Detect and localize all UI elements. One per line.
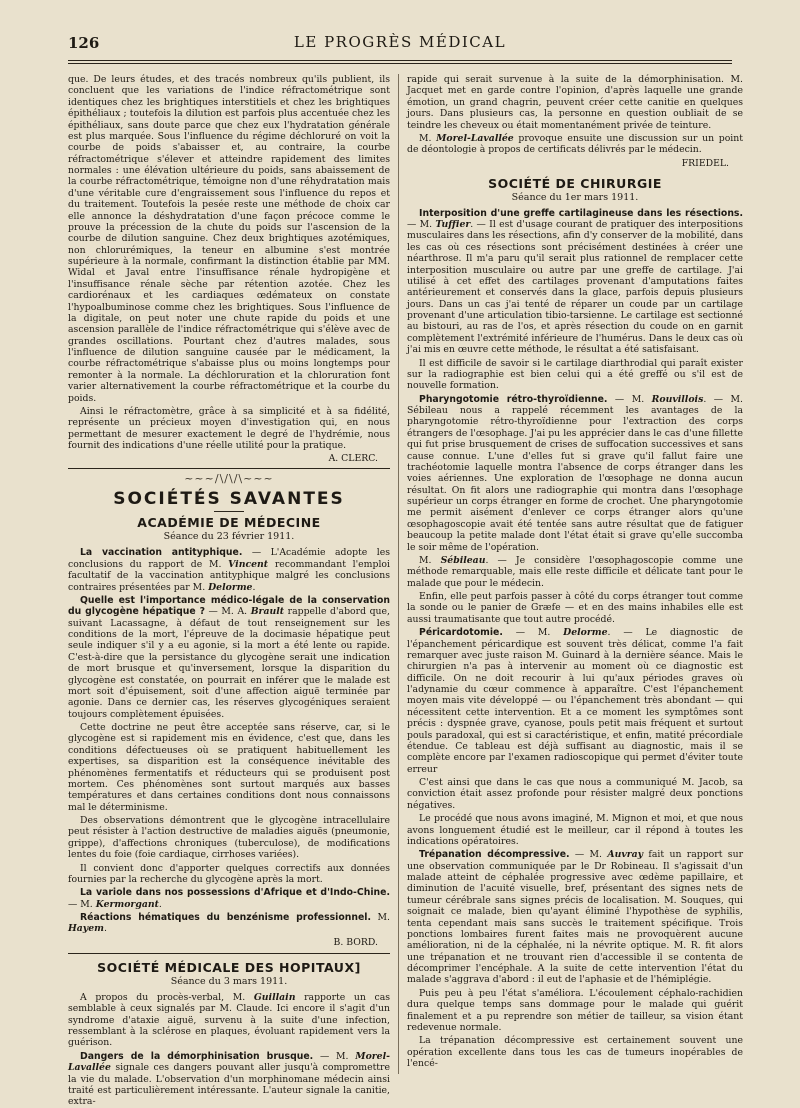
glycogene-paragraph-4: Il convient donc d'apporter quelques correctifs aux données fournies par la recherche du glycogène après la mort. <box>68 862 390 885</box>
reactions-title: Réactions hématiques du benzénisme professionnel. <box>80 912 371 924</box>
interposition-paragraph-2: Il est difficile de savoir si le cartilage diarthrodial qui paraît exister sur la radiographie est bien celui qui a été greffé ou s'il est de nouvelle formation. <box>407 357 743 392</box>
trepanation-item: Trépanation décompressive. — M. Auvray fait un rapport sur une observation communiquée par le Dr Robineau. Il s'agissait d'un malade atteint de céphalée progressive avec œdème papillaire, et diminution de l'acuité visuelle, bref, présentant des signes nets de tumeur cérébrale sans signes précis de localisation. M. Souques, qui soignait ce malade, bien qu'ayant éliminé l'hypothèse de syphilis, tenta cependant mais sans succès le traitement spécifique. Trois ponctions lombaires furent faites mais ne provoquèrent aucune amélioration, ni de la céphalée, ni la névrite optique. M. R. fit alors une trépanation et ne trouvant rien d'accessible il se contenta de décomprimer l'encéphale. A la suite de cette intervention l'état du malade s'aggrava d'abord : il eut de l'aphasie et de l'hémiplégie. <box>407 849 744 986</box>
ornament-divider: ~~~/\/\/\~~~ <box>184 472 274 486</box>
academie-session: Séance du 23 février 1911. <box>163 531 295 543</box>
column-divider <box>398 74 399 1074</box>
chirurgie-heading: SOCIÉTÉ DE CHIRURGIE <box>488 175 662 191</box>
variole-title: La variole dans nos possessions d'Afrique et d'Indo-Chine. <box>80 887 390 899</box>
section-rule <box>68 468 390 469</box>
glycogene-paragraph-3: Des observations démontrent que le glycogène intracellulaire peut résister à l'action destructive de maladies aiguës (pneumonie, grippe), d'affections chroniques (tuberculose), de modifications lentes du foie (foie cardiaque, cirrhoses variées). <box>68 815 390 861</box>
intro-paragraph: que. De leurs études, et des tracés nombreux qu'ils publient, ils concluent que les variations de l'indice réfractométrique sont identiques chez les brightiques interstitiels et chez les brightiques épithéliaux ; toutefois la dilution est parfois plus accentuée chez les épithéliaux, sans doute parce que chez eux l'hydratation générale est plus marquée. Sous l'influence du régime déchloruré on voit la courbe de poids s'abaisser et, au contraire, la courbe réfractométrique s'élever et atteindre rapidement des limites normales : une élévation ultérieure du poids, sans abaissement de la courbe réfractométrique, témoigne non d'une réhydratation mais d'une véritable cure d'engraissement sous l'influence du repos et du traitement. Toutefois la pesée reste une méthode de choix car elle annonce la déshydratation d'une façon précoce comme le prouve la précession de la chute du poids sur l'ascension de la courbe de dilution sanguine. Chez deux brightiques azotémiques, non chlorurémiques, la teneur en albumine s'est montrée supérieure à la normale, confirmant la distinction établie par MM. Widal et Javal entre l'insuffisance rénale hydropigène et l'insuffisance rénale sèche par rétention azotée. Chez les cardiorénaux et les cardiaques œdémateux on constate l'hypoalbuminose comme chez les brightiques. Sous l'influence de la digitale, on peut noter une chute rapide du poids et une ascension parallèle de l'indice réfractométrique qui s'élève avec de grandes oscillations. Pourtant chez d'autres malades, sous l'influence de dilution sanguine causée par le médicament, la courbe réfractométrique s'abaisse plus ou moins longtemps pour remonter à la normale. La déchloruration et la chloruration font varier alternativement la courbe réfractométrique et la courbe du poids. <box>68 74 390 404</box>
hopitaux-session: Séance du 3 mars 1911. <box>170 975 288 987</box>
sebileau-item: M. Sébileau. — Je considère l'œsophagoscopie comme une méthode remarquable, mais elle reste difficile et délicate tant pour le malade que pour le médecin. <box>407 554 743 589</box>
pharyngotomie-item: Pharyngotomie rétro-thyroïdienne. — M. Rouvillois. — M. Sébileau nous a rappelé récemment les avantages de la pharyngotomie rétro-thyroïdienne pour l'extraction des corps étrangers de l'œsophage. J'ai pu les apprécier dans le cas d'une fillette qui fut prise brusquement de crises de suffocation successives et sans cause connue. L'une d'elles fut si grave qu'il fallut faire une trachéotomie laquelle montra l'absence de corps étranger dans les voies aériennes. Une exploration de l'œsophage ne donna aucun résultat. On fit alors une radiographie qui montra dans l'œsophage supérieur un corps étranger en forme de crochet. Une pharyngotomie me permit aisément d'enlever ce corps étranger alors qu'une œsophagoscopie avait été tentée sans autre résultat que de fatiguer beaucoup la petite malade dont l'état était si grave qu'elle succomba le soir même de l'opération. <box>407 393 743 553</box>
glycogene-title: Quelle est l'importance médico-légale de la conservation du glycogène hépatique ? <box>68 594 390 618</box>
trepanation-paragraph-3: La trépanation décompressive est certainement souvent une opération excellente dans tous les cas de tumeurs inopérables de l'encé- <box>407 1035 743 1070</box>
right-column <box>407 74 743 1080</box>
vaccination-item: La vaccination antityphique. — L'Académie adopte les conclusions du rapport de M. Vincent recommandant l'emploi facultatif de la vaccination antityphique malgré les conclusions contraires présentées par M. Delorme. <box>68 547 390 593</box>
continuation-paragraph: rapide qui serait survenue à la suite de la démorphinisation. M. Jacquet met en garde contre l'opinion, d'après laquelle une grande émotion, un grand chagrin, peuvent créer cette canitie en quelques jours. Dans plusieurs cas, la personne en question oubliait de se teindre les cheveux ou était momentanément privée de teinture. <box>407 74 743 131</box>
signature-friedel: FRIEDEL. <box>681 157 729 169</box>
page-header <box>68 30 732 56</box>
morel-item: M. Morel-Lavallée provoque ensuite une discussion sur un point de déontologie à propos de certificats délivrés par le médecin. <box>407 132 743 156</box>
signature-clerc: A. CLERC. <box>328 453 378 465</box>
societes-savantes-heading: SOCIÉTÉS SAVANTES <box>113 489 345 510</box>
interposition-item: Interposition d'une greffe cartilagineuse dans les résections. — M. Tuffier. — Il est d'usage courant de pratiquer des interpositions musculaires dans les résections, afin d'y conserver de la mobilité, dans les cas où ces résections sont précisément destinées à créer une néarthrose. Il m'a paru qu'il serait plus rationnel de remplacer cette interposition musculaire ou autre par une greffe de cartilage. J'ai utilisé à cet effet des cartilages provenant d'amputations faites antérieurement et conservés dans la glace, parfois depuis plusieurs jours. Dans un cas j'ai tenté de réparer un coude par un cartilage provenant d'une articulation tibio-tarsienne. Le cartilage est sectionné au bistouri, au ras de l'os, et après résection du coude on en garnit complètement l'extrémité inférieure de l'humérus. Dans le deux cas où j'ai mis en œuvre cette méthode, le résultat a été satisfaisant. <box>407 207 743 356</box>
pericardotomie-paragraph-3: Le procédé que nous avons imaginé, M. Mignon et moi, et que nous avons longuement étudié est le meilleur, car il répond à toutes les indications opératoires. <box>407 813 743 847</box>
pericardotomie-paragraph-2: C'est ainsi que dans le cas que nous a communiqué M. Jacob, sa conviction était assez profonde pour résister malgré deux ponctions négatives. <box>407 777 743 811</box>
pharyngotomie-title: Pharyngotomie rétro-thyroïdienne. <box>419 393 608 405</box>
vaccination-title: La vaccination antityphique. <box>80 547 243 559</box>
header-rule-double <box>68 63 732 64</box>
signature-bord: B. BORD. <box>333 936 378 948</box>
academie-heading: ACADÉMIE DE MÉDECINE <box>137 515 321 531</box>
guillain-item: A propos du procès-verbal, M. Guillain rapporte un cas semblable à ceux signalés par M. Claude. Ici encore il s'agit d'un syndrome d'ataxie aiguë, survenu à la suite d'une infection, ressemblant à la sclérose en plaques, évoluant rapidement vers la guérison. <box>68 991 391 1049</box>
reactions-item: Réactions hématiques du benzénisme professionnel. M. Hayem. <box>68 912 390 935</box>
interposition-title: Interposition d'une greffe cartilagineuse dans les résections. <box>419 207 743 219</box>
conclusion-paragraph: Ainsi le réfractomètre, grâce à sa simplicité et à sa fidélité, représente un précieux moyen d'investigation qui, en nous permettant de mesurer exactement le degré de l'hydrémie, nous fournit des indications d'une réelle utilité pour la pratique. <box>68 405 390 451</box>
sebileau-paragraph-2: Enfin, elle peut parfois passer à côté du corps étranger tout comme la sonde ou le panier de Græfe — et en des mains inhabiles elle est aussi traumatisante que tout autre procédé. <box>407 591 743 625</box>
trepanation-paragraph-2: Puis peu à peu l'état s'améliora. L'écoulement céphalo-rachidien dura quelque temps sans dommage pour le malade qui guérit finalement et a pu reprendre son métier de tailleur, sa vision étant redevenue normale. <box>407 987 743 1033</box>
demorphinisation-item: Dangers de la démorphinisation brusque. — M. Morel-Lavallée signale ces dangers pouvant aller jusqu'à compromettre la vie du malade. L'observation d'un morphinomane médecin ainsi traité est particulièrement intéressante. L'auteur signale la canitie, extra- <box>68 1050 390 1108</box>
glycogene-paragraph-2: Cette doctrine ne peut être acceptée sans réserve, car, si le glycogène est si rapidement mis en évidence, c'est que, dans les conditions défectueuses où se pratiquent habituellement les expertises, sa disparition est la conséquence inévitable des phénomènes fermentatifs et réducteurs qui se produisent post mortem. Ces phénomènes sont surtout marqués aux basses températures et dans certaines conditions dont nous connaissons mal le déterminisme. <box>68 722 390 813</box>
trepanation-title: Trépanation décompressive. <box>419 849 570 861</box>
hopitaux-heading: SOCIÉTÉ MÉDICALE DES HOPITAUX] <box>97 959 361 975</box>
journal-title: LE PROGRÈS MÉDICAL <box>293 33 507 51</box>
pericardotomie-item: Péricardotomie. — M. Delorme. — Le diagnostic de l'épanchement péricardique est souvent très délicat, comme l'a fait remarquer avec juste raison M. Guinard à la dernière séance. Mais le chirurgien n'a pas à intervenir au moment où ce diagnostic est difficile. On ne doit recourir à lui qu'aux périodes graves où l'adynamie du cœur commence à apparaître. C'est l'épanchement moyen mais vite développé — ou l'épanchement très abondant — qui nécessitent cette intervention. Et a ce moment les symptômes sont précis : dyspnée grave, cyanose, pouls petit mais fréquent et surtout pouls paradoxal, qui est si caractéristique, et enfin, matité précordiale étendue. Ce tableau est déjà suffisant au diagnostic, mais il se complète encore par l'examen radioscopique qui permet d'éviter toute erreur <box>407 627 743 775</box>
left-column <box>68 74 391 1108</box>
variole-item: La variole dans nos possessions d'Afrique et d'Indo-Chine. — M. Kermorgant. <box>68 887 390 910</box>
section-rule <box>68 953 390 954</box>
glycogene-item: Quelle est l'importance médico-légale de la conservation du glycogène hépatique ? — M. A. Brault rappelle d'abord que, suivant Lacassagne, à défaut de tout renseignement sur les conditions de la mort, l'épreuve de la docimasie hépatique peut seule indiquer s'il y a eu agonie, si la mort a été lente ou rapide. C'est-à-dire que la persistance du glycogène serait une indication de mort brusque et qu'inversement, lorsque la disparition du glycogène est constatée, on pourrait en inférer que le malade est mort soit d'épuisement, soit d'une affection aiguë terminée par agonie. Dans ce dernier cas, les réserves glycogéniques seraient toujours complètement épuisées. <box>68 594 390 720</box>
demorphinisation-title: Dangers de la démorphinisation brusque. <box>80 1050 314 1062</box>
header-rule <box>68 60 732 61</box>
chirurgie-session: Séance du 1er mars 1911. <box>511 191 639 203</box>
page-number: 126 <box>68 34 100 52</box>
heading-short-rule <box>214 511 244 512</box>
pericardotomie-title: Péricardotomie. <box>419 627 503 639</box>
